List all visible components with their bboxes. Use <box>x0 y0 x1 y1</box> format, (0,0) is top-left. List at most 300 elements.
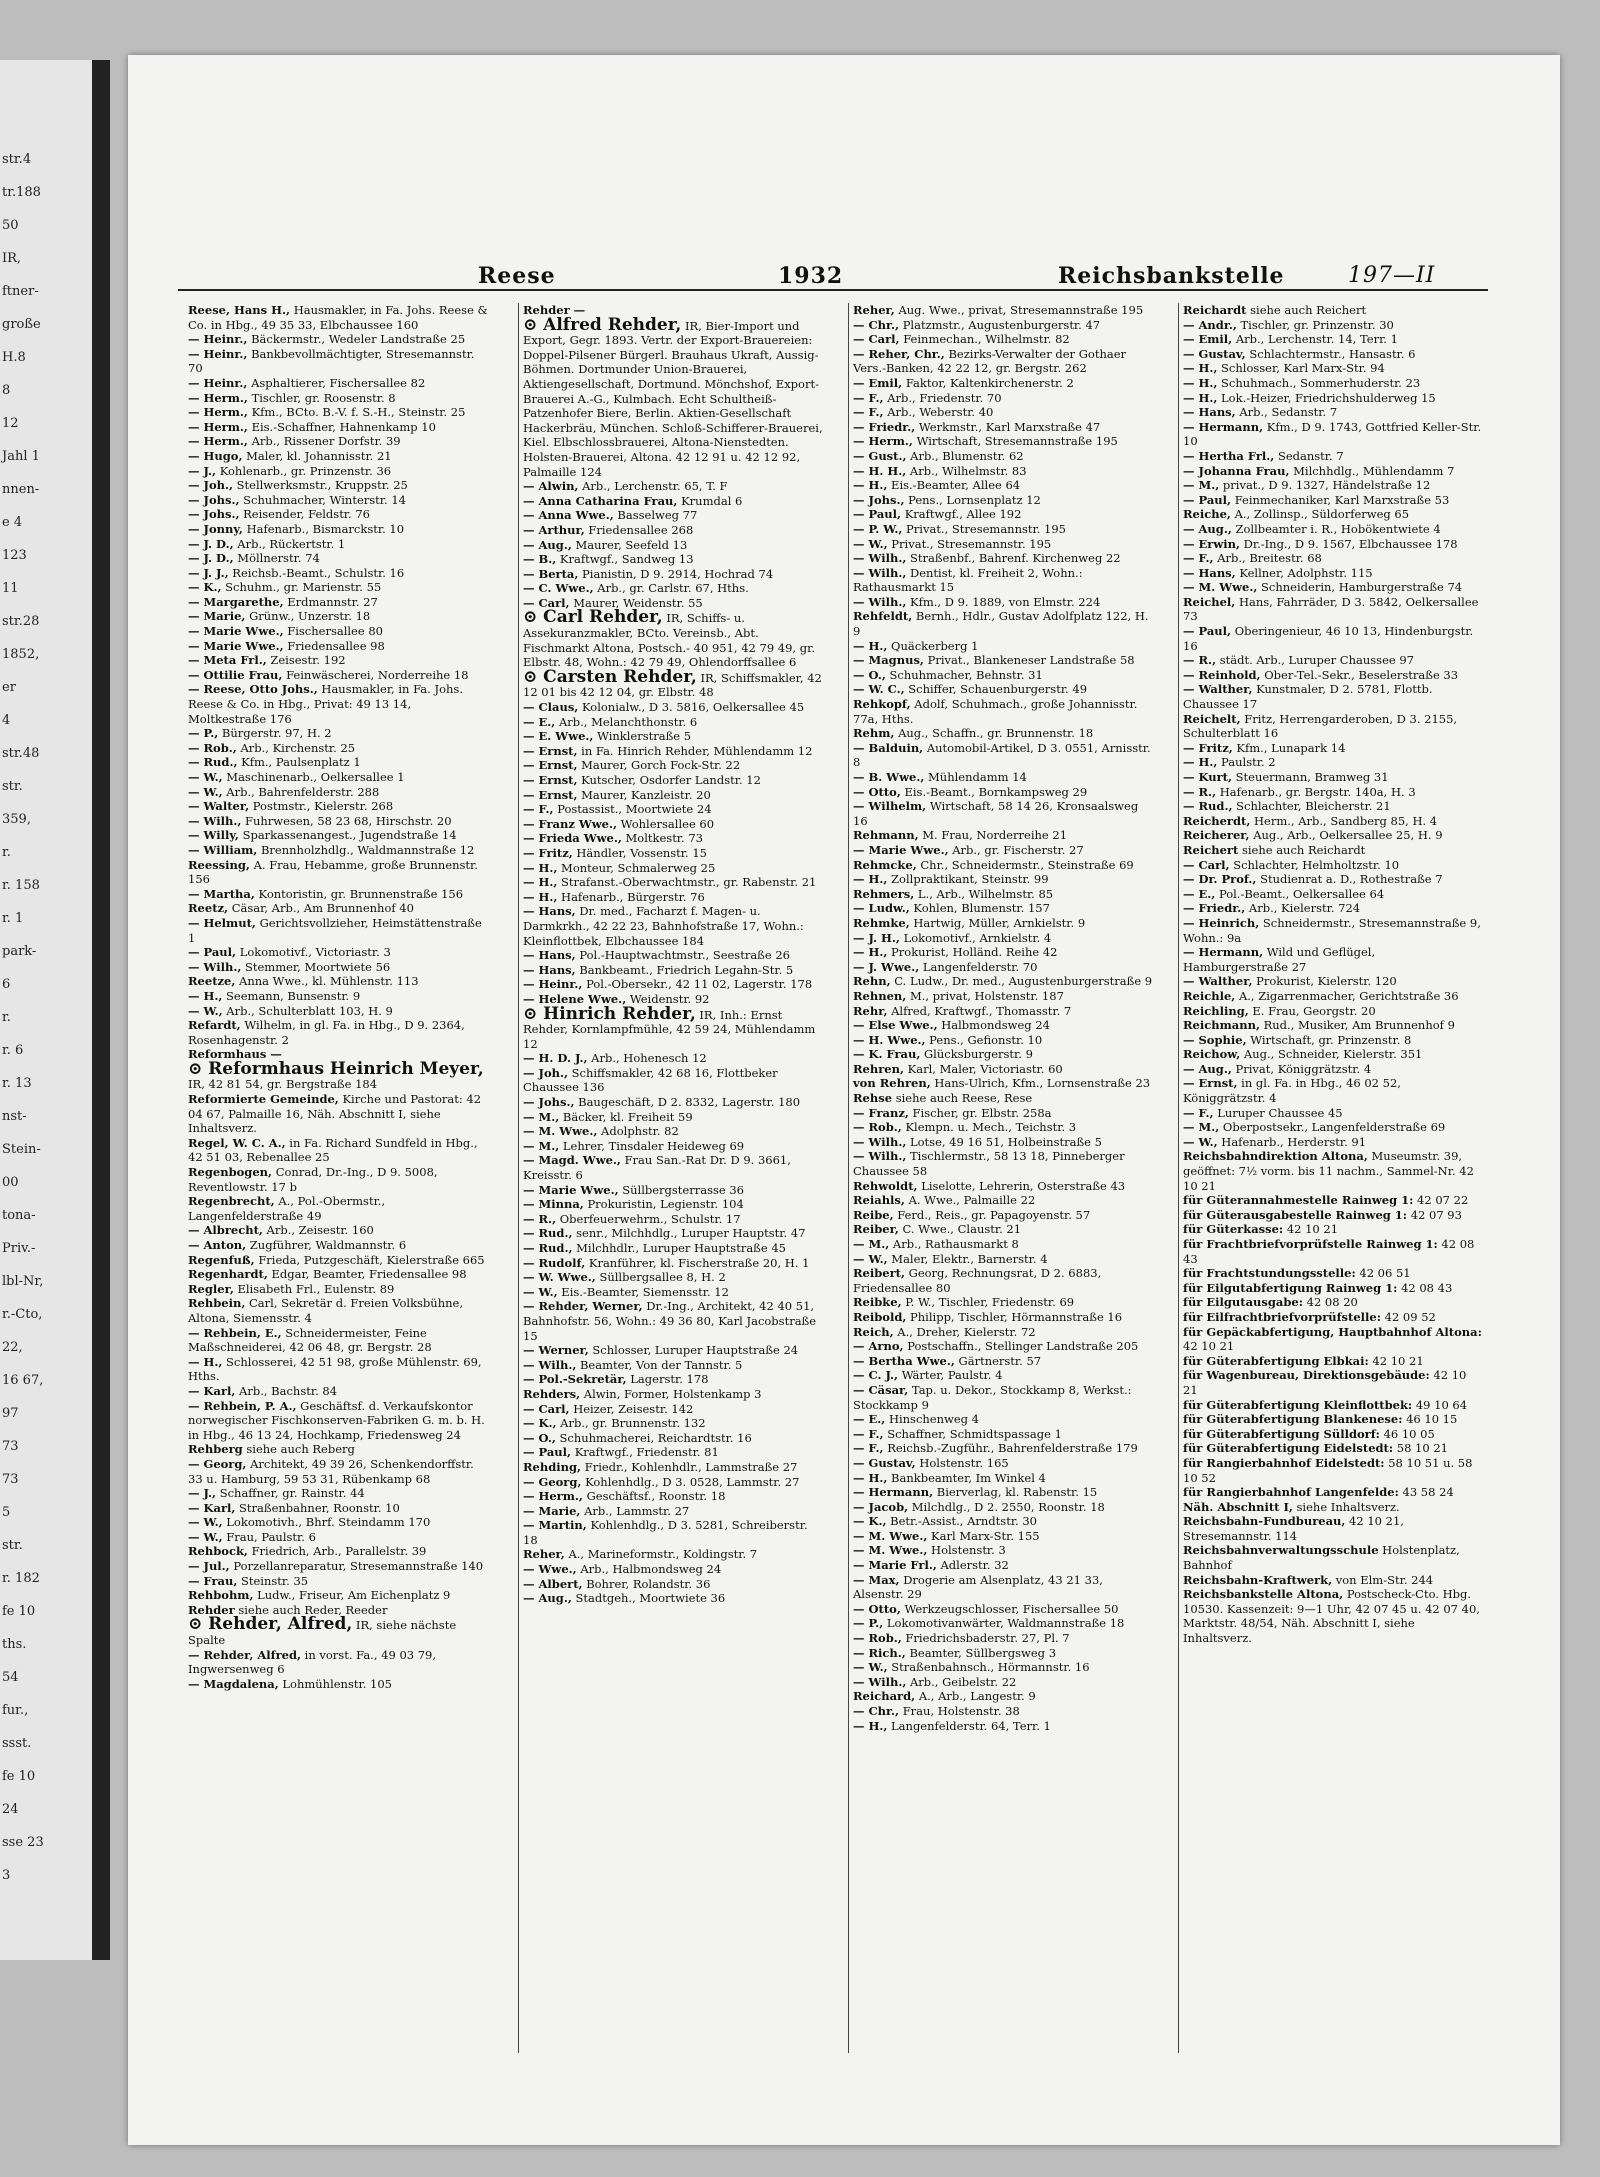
directory-entry <box>1183 478 1483 493</box>
directory-entry <box>523 744 823 759</box>
entry-name: Regenbogen, <box>188 1165 273 1180</box>
entry-details: Arb., Schulterblatt 103, H. 9 <box>226 1003 393 1018</box>
entry-details: A., Marineformstr., Koldingstr. 7 <box>568 1547 758 1562</box>
entry-details: Hans-Ulrich, Kfm., Lornsenstraße 23 <box>934 1076 1151 1091</box>
directory-entry <box>188 1267 488 1282</box>
entry-name: für Frachtbriefvorprüfstelle Rainweg 1: <box>1183 1237 1438 1251</box>
entry-name: — W., <box>188 1003 223 1018</box>
entry-details: Arb., Geibelstr. 22 <box>909 1674 1017 1689</box>
entry-details: Arb., Bachstr. 84 <box>239 1383 338 1398</box>
entry-name: Reichsbahnverwaltungsschule <box>1183 1543 1379 1558</box>
margin-fragment: fe 10 <box>2 1604 36 1619</box>
entry-name: — H. Wwe., <box>853 1032 926 1047</box>
directory-entry <box>1183 1135 1483 1150</box>
entry-name: — Marie Wwe., <box>523 1182 619 1197</box>
directory-entry <box>853 434 1153 449</box>
entry-name: — Dr. Prof., <box>1183 872 1257 887</box>
entry-details: IR, Bier-Import und Export, Gegr. 1893. Vertr. der Export-Brauereien: Doppel-Pilsener Bürgerl. Brauhaus Ukraft, Aussig-Böhmen. Dortmunder Union-Brauerei, Aktiengesellschaft, Dortmund. Mönchshof, Export-Brauerei A.-G., Kulmbach. Echt Schultheiß-Patzenhofer Biere, Berlin. Aktien-Gesellschaft Hackerbräu, München. Schloß-Schifferer-Brauerei, Kiel. Elbschlossbrauerei, Altona-Nienstedten. Holsten-Brauerei, Altona. 42 12 91 u. 42 12 92, Palmaille 124 <box>523 318 823 479</box>
entry-name: — Walther, <box>1183 974 1253 989</box>
entry-name: — J. J., <box>188 565 229 580</box>
directory-entry <box>853 960 1153 975</box>
directory-entry <box>1183 1573 1483 1588</box>
header-year: 1932 <box>778 263 844 289</box>
entry-name: — Paul, <box>1183 624 1232 639</box>
entry-details: Feinmechan., Wilhelmstr. 82 <box>903 332 1070 347</box>
entry-details: C. Wwe., Claustr. 21 <box>902 1222 1022 1237</box>
entry-details: Schuhmacher, Behnstr. 31 <box>889 667 1043 682</box>
entry-name: — Karl, <box>188 1383 236 1398</box>
directory-entry <box>523 538 823 553</box>
entry-details: Prokuristin, Legienstr. 104 <box>587 1197 744 1212</box>
directory-entry <box>523 788 823 803</box>
entry-details: Kolonialw., D 3. 5816, Oelkersallee 45 <box>581 700 805 715</box>
entry-name: — O., <box>853 667 886 682</box>
entry-details: Glücksburgerstr. 9 <box>924 1047 1033 1062</box>
entry-details: Edgar, Beamter, Friedensallee 98 <box>271 1267 467 1282</box>
entry-name: — Wilh., <box>853 1134 907 1149</box>
entry-details: Schlosser, Luruper Hauptstraße 24 <box>592 1343 799 1358</box>
entry-details: Privat., Stresemannstr. 195 <box>891 536 1052 551</box>
margin-fragment: 8 <box>2 383 11 398</box>
entry-name: — H., <box>853 945 888 960</box>
entry-name: Reetze, <box>188 974 236 989</box>
entry-name: Rehbock, <box>188 1544 248 1559</box>
directory-entry <box>523 508 823 523</box>
entry-details: Pens., Gefionstr. 10 <box>929 1032 1043 1047</box>
entry-name: — Magnus, <box>853 653 924 668</box>
entry-details: Liselotte, Lehrerin, Osterstraße 43 <box>921 1178 1126 1193</box>
entry-name: — Johs., <box>188 507 240 522</box>
entry-details: Asphaltierer, Fischersallee 82 <box>251 375 426 390</box>
entry-details: Weidenstr. 92 <box>629 991 710 1006</box>
entry-details: Tischlermstr., 58 13 18, Pinneberger Chaussee 58 <box>853 1149 1125 1179</box>
directory-entry <box>188 1486 488 1501</box>
entry-name: — Paul, <box>188 945 237 960</box>
entry-details: Lokomotivanwärter, Waldmannstraße 18 <box>886 1616 1125 1631</box>
margin-fragment: 73 <box>2 1472 19 1487</box>
directory-entry <box>853 1602 1153 1617</box>
entry-name: Rehder — <box>523 303 586 317</box>
entry-details: Werkmstr., Karl Marxstraße 47 <box>918 419 1101 434</box>
entry-details: Pol.-Hauptwachtmstr., Seestraße 26 <box>579 948 790 963</box>
entry-details: Aug., Schaffn., gr. Brunnenstr. 18 <box>898 726 1094 741</box>
margin-fragment: nnen- <box>2 482 40 497</box>
directory-entry <box>188 1326 488 1355</box>
entry-name: für Güterausgabestelle Rainweg 1: <box>1183 1207 1408 1222</box>
entry-name: Reichle, <box>1183 988 1236 1003</box>
entry-name: Reichard, <box>853 1689 916 1704</box>
entry-details: Krumdal 6 <box>681 493 743 508</box>
directory-entry <box>853 1441 1153 1456</box>
entry-details: 58 10 51 u. 58 10 52 <box>1183 1455 1473 1485</box>
directory-entry <box>853 697 1153 726</box>
entry-details: Pol.-Obersekr., 42 11 02, Lagerstr. 178 <box>586 977 813 992</box>
entry-name: — Albrecht, <box>188 1223 263 1238</box>
directory-entry <box>1183 1237 1483 1266</box>
directory-entry <box>523 700 823 715</box>
entry-name: — Chr., <box>853 317 900 332</box>
directory-entry <box>1183 1441 1483 1456</box>
entry-details: Hartwig, Müller, Arnkielstr. 9 <box>913 915 1086 930</box>
directory-entry <box>188 1004 488 1019</box>
entry-name: — Aug., <box>523 537 572 552</box>
directory-entry <box>188 478 488 493</box>
entry-details: privat., D 9. 1327, Händelstraße 12 <box>1222 478 1431 493</box>
entry-details: Frau San.-Rat Dr. D 9. 3661, Kreisstr. 6 <box>523 1153 791 1183</box>
entry-name: Reichsbahndirektion Altona, <box>1183 1149 1368 1164</box>
entry-name: Reiber, <box>853 1222 899 1237</box>
entry-name: — Wilh., <box>188 813 242 828</box>
entry-name: ⊙ Rehder, Alfred, <box>188 1614 353 1635</box>
directory-entry <box>523 1256 823 1271</box>
entry-name: — Claus, <box>523 700 579 715</box>
directory-entry <box>853 1252 1153 1267</box>
entry-name: für Güterabfertigung Blankenese: <box>1183 1412 1403 1427</box>
entry-details: A., Arb., Langestr. 9 <box>918 1689 1036 1704</box>
entry-name: — Cäsar, <box>853 1382 909 1397</box>
entry-details: Adolphstr. 82 <box>601 1124 679 1139</box>
entry-name: Reichmann, <box>1183 1018 1260 1033</box>
directory-entry <box>853 1135 1153 1150</box>
directory-entry <box>1183 318 1483 333</box>
directory-entry <box>188 1058 488 1092</box>
entry-details: siehe auch Reichert <box>1250 303 1367 317</box>
entry-name: — Heinrich, <box>1183 915 1260 930</box>
entry-details: Karl, Maler, Victoriastr. 60 <box>907 1061 1063 1076</box>
entry-details: Arb., Lerchenstr. 65, T. F <box>582 479 728 494</box>
entry-details: von Elm-Str. 244 <box>1335 1572 1434 1587</box>
directory-entry <box>188 303 488 332</box>
directory-entry <box>1183 580 1483 595</box>
entry-details: 42 10 21 <box>1183 1368 1467 1397</box>
entry-details: Wirtschaft, 58 14 26, Kronsaalsweg 16 <box>853 799 1139 828</box>
entry-details: Schiffsmakler, 42 68 16, Flottbeker Chaussee 136 <box>523 1065 778 1095</box>
entry-name: — Marie Wwe., <box>853 842 949 857</box>
directory-entry <box>853 1675 1153 1690</box>
entry-name: Reichow, <box>1183 1047 1241 1062</box>
directory-entry <box>188 799 488 814</box>
entry-name: — H., <box>523 875 558 890</box>
directory-entry <box>853 1689 1153 1704</box>
directory-entry <box>188 449 488 464</box>
directory-entry <box>523 1003 823 1052</box>
entry-details: Ober-Tel.-Sekr., Beselerstraße 33 <box>1264 667 1459 682</box>
directory-entry <box>853 449 1153 464</box>
entry-details: Holstenplatz, Bahnhof <box>1183 1543 1460 1573</box>
entry-details: Schlosser, Karl Marx-Str. 94 <box>1221 361 1385 376</box>
directory-entry <box>523 1416 823 1431</box>
directory-entry <box>853 1179 1153 1194</box>
directory-entry <box>188 1574 488 1589</box>
margin-fragment: 6 <box>2 977 11 992</box>
margin-fragment: 359, <box>2 812 31 827</box>
entry-name: — Ottilie Frau, <box>188 667 283 682</box>
entry-details: Zugführer, Waldmannstr. 6 <box>249 1238 407 1252</box>
entry-name: Rehders, <box>523 1386 581 1401</box>
directory-entry <box>1183 1412 1483 1427</box>
entry-details: Kirche und Pastorat: 42 04 67, Palmaille 16, Näh. Abschnitt I, siehe Inhaltsverz. <box>188 1092 482 1136</box>
entry-name: — Herm., <box>188 434 248 449</box>
entry-name: — Walter, <box>188 799 250 814</box>
entry-name: — Reese, Otto Johs., <box>188 682 318 697</box>
entry-details: Arb., Hohenesch 12 <box>591 1051 707 1066</box>
directory-entry <box>523 1343 823 1358</box>
entry-name: — W., <box>523 1284 558 1299</box>
directory-entry <box>188 682 488 726</box>
directory-entry <box>188 916 488 945</box>
directory-entry <box>1183 785 1483 800</box>
directory-entry <box>1183 493 1483 508</box>
directory-entry <box>1183 507 1483 522</box>
entry-details: Alfred, Kraftwgf., Thomasstr. 7 <box>891 1003 1072 1018</box>
entry-name: — Andr., <box>1183 317 1237 332</box>
entry-details: Straßenbahnsch., Hörmannstr. 16 <box>891 1660 1090 1675</box>
directory-entry <box>523 523 823 538</box>
margin-fragment: ths. <box>2 1637 27 1652</box>
entry-details: 49 10 64 <box>1415 1397 1468 1412</box>
entry-name: — Berta, <box>523 566 579 581</box>
entry-name: für Frachtstundungsstelle: <box>1183 1266 1356 1281</box>
directory-entry <box>523 1431 823 1446</box>
directory-entry <box>853 858 1153 873</box>
directory-entry <box>853 901 1153 916</box>
entry-name: Reichsbahn-Kraftwerk, <box>1183 1572 1333 1587</box>
directory-entry <box>1183 1208 1483 1223</box>
margin-fragment: IR, <box>2 251 22 266</box>
directory-entry <box>188 653 488 668</box>
margin-fragment: H.8 <box>2 350 26 365</box>
directory-entry <box>853 1514 1153 1529</box>
directory-entry <box>1183 799 1483 814</box>
directory-entry <box>523 479 823 494</box>
entry-name: — C. J., <box>853 1368 899 1383</box>
entry-name: — Hugo, <box>188 448 243 463</box>
entry-name: — Wilh., <box>523 1357 577 1372</box>
entry-name: von Rehren, <box>853 1076 931 1091</box>
directory-entry <box>853 1660 1153 1675</box>
directory-entry <box>853 1529 1153 1544</box>
entry-details: Schaffner, gr. Rainstr. 44 <box>219 1486 365 1501</box>
directory-entry <box>523 1387 823 1402</box>
directory-entry <box>1183 1456 1483 1485</box>
directory-entry <box>188 668 488 683</box>
entry-details: Hausmakler, in Fa. Johs. Reese & Co. in Hbg., Privat: 49 13 14, Moltkestraße 176 <box>188 682 463 726</box>
margin-fragment: str. <box>2 779 23 794</box>
entry-details: M., privat, Holstenstr. 187 <box>909 988 1064 1003</box>
entry-name: Rehren, <box>853 1061 904 1076</box>
directory-entry <box>523 963 823 978</box>
entry-name: ⊙ Carl Rehder, <box>523 607 663 628</box>
entry-details: Privat, Königgrätzstr. 4 <box>1235 1061 1372 1076</box>
entry-details: Arb., Friedenstr. 70 <box>887 390 1002 405</box>
entry-details: Hinschenweg 4 <box>888 1412 979 1427</box>
directory-entry <box>853 1558 1153 1573</box>
entry-name: — Heinr., <box>188 332 248 347</box>
entry-name: — Arthur, <box>523 522 585 537</box>
entry-name: — Hermann, <box>853 1485 934 1500</box>
entry-name: — Werner, <box>523 1343 589 1358</box>
directory-entry <box>853 653 1153 668</box>
entry-name: Näh. Abschnitt I, <box>1183 1499 1293 1514</box>
directory-entry <box>853 799 1153 828</box>
entry-details: Museumstr. 39, geöffnet: 7½ vorm. bis 11 nachm., Sammel-Nr. 42 10 21 <box>1183 1149 1474 1193</box>
entry-details: Postmstr., Kielerstr. 268 <box>252 799 394 814</box>
entry-details: Fischersallee 80 <box>287 624 383 639</box>
directory-entry <box>1183 1018 1483 1033</box>
directory-entry <box>1183 1427 1483 1442</box>
entry-details: Werkzeugschlosser, Fischersallee 50 <box>904 1601 1119 1616</box>
margin-fragment: r.-Cto, <box>2 1307 43 1322</box>
entry-name: — Wilh., <box>853 594 907 609</box>
directory-entry <box>853 551 1153 566</box>
entry-name: Rehmke, <box>853 915 910 930</box>
previous-page-edge <box>0 60 110 1960</box>
directory-columns <box>188 303 1488 2053</box>
directory-entry <box>523 1139 823 1154</box>
directory-entry <box>853 478 1153 493</box>
entry-details: Arb., Kielerstr. 724 <box>1248 901 1361 916</box>
entry-details: Langenfelderstr. 70 <box>922 959 1038 974</box>
entry-details: Schneiderin, Hamburgerstraße 74 <box>1261 580 1463 595</box>
directory-entry <box>523 1475 823 1490</box>
entry-name: — H., <box>1183 755 1218 770</box>
entry-name: — K., <box>188 580 222 595</box>
entry-details: Straßenbahner, Roonstr. 10 <box>239 1500 400 1515</box>
directory-entry <box>1183 1354 1483 1369</box>
entry-details: Porzellanreparatur, Stresemannstraße 140 <box>233 1559 484 1574</box>
entry-name: — Max, <box>853 1572 900 1587</box>
directory-entry <box>1183 551 1483 566</box>
directory-entry <box>853 522 1153 537</box>
margin-fragment: 5 <box>2 1505 11 1520</box>
entry-details: Schuhmach., Sommerhuderstr. 23 <box>1221 375 1421 390</box>
entry-details: Bankbevollmächtigter, Stresemannstr. 70 <box>188 346 475 376</box>
directory-entry <box>853 1500 1153 1515</box>
entry-name: — Paul, <box>853 507 902 522</box>
directory-entry <box>523 666 823 700</box>
directory-entry <box>853 609 1153 638</box>
directory-entry <box>523 1124 823 1139</box>
entry-details: Reichsb.-Beamt., Schulstr. 16 <box>232 565 405 580</box>
directory-entry <box>188 858 488 887</box>
entry-name: — Friedr., <box>853 419 916 434</box>
entry-details: Eis.-Schaffner, Hahnenkamp 10 <box>251 419 436 434</box>
margin-fragment: 54 <box>2 1670 19 1685</box>
directory-entry <box>523 1241 823 1256</box>
entry-details: Schuhm., gr. Marienstr. 55 <box>225 580 382 595</box>
entry-details: Postassist., Moortwiete 24 <box>557 802 712 817</box>
entry-name: — Jul., <box>188 1559 230 1574</box>
entry-details: Herm., Arb., Sandberg 85, H. 4 <box>1254 813 1438 828</box>
entry-name: — Anna Wwe., <box>523 508 614 523</box>
entry-details: Wilhelm, in gl. Fa. in Hbg., D 9. 2364, Rosenhagenstr. 2 <box>188 1018 465 1047</box>
entry-name: Rehfeldt, <box>853 609 913 624</box>
directory-entry <box>853 1193 1153 1208</box>
entry-name: — Herm., <box>523 1489 583 1504</box>
directory-entry <box>1183 843 1483 858</box>
directory-entry <box>853 887 1153 902</box>
entry-details: Paulstr. 2 <box>1221 755 1276 770</box>
entry-details: Eis.-Beamter, Allee 64 <box>891 478 1021 493</box>
entry-details: Postschaffn., Stellinger Landstraße 205 <box>907 1339 1139 1354</box>
entry-details: Milchhdlr., Luruper Hauptstraße 45 <box>576 1241 786 1255</box>
entry-details: Privat., Blankeneser Landstraße 58 <box>927 653 1135 668</box>
entry-details: Conrad, Dr.-Ing., D 9. 5008, Reventlowstr. 17 b <box>188 1165 438 1194</box>
directory-entry <box>188 405 488 420</box>
directory-entry <box>853 872 1153 887</box>
margin-fragment: r. 1 <box>2 911 24 926</box>
margin-fragment: 97 <box>2 1406 19 1421</box>
entry-details: Kfm., Paulsenplatz 1 <box>241 755 361 770</box>
entry-name: — B. Wwe., <box>853 770 925 784</box>
entry-name: ⊙ Reformhaus Heinrich Meyer, <box>188 1058 484 1079</box>
margin-fragment: 00 <box>2 1175 19 1190</box>
entry-details: Lagerstr. 178 <box>630 1372 709 1387</box>
entry-details: 46 10 05 <box>1383 1426 1435 1441</box>
entry-name: — E. Wwe., <box>523 729 594 744</box>
entry-details: Zollbeamter i. R., Hobökentwiete 4 <box>1235 521 1441 536</box>
entry-details: Architekt, 49 39 26, Schenkendorffstr. 33 u. Hamburg, 59 53 31, Rübenkamp 68 <box>188 1456 474 1486</box>
entry-name: — B., <box>523 552 557 567</box>
entry-details: Bäckermstr., Wedeler Landstraße 25 <box>251 332 466 347</box>
directory-entry <box>1183 391 1483 406</box>
entry-details: in Fa. Richard Sundfeld in Hbg., 42 51 03, Rebenallee 25 <box>188 1135 478 1165</box>
entry-name: Rehmers, <box>853 886 915 901</box>
entry-name: Reichsbankstelle Altona, <box>1183 1587 1344 1602</box>
directory-entry <box>188 1238 488 1253</box>
directory-entry <box>853 1325 1153 1340</box>
entry-name: — J. D., <box>188 551 234 566</box>
entry-details: Arb., Rückertstr. 1 <box>237 536 346 551</box>
directory-entry <box>523 904 823 948</box>
entry-name: Reetz, <box>188 901 229 916</box>
entry-name: für Güterannahmestelle Rainweg 1: <box>1183 1193 1414 1208</box>
directory-entry <box>523 1547 823 1562</box>
page-header <box>178 263 1488 291</box>
directory-entry <box>853 1062 1153 1077</box>
entry-name: — J. D., <box>188 536 234 551</box>
entry-name: — E., <box>853 1412 886 1427</box>
header-page-number: 197—II <box>1348 263 1436 288</box>
entry-name: — W., <box>853 1251 888 1266</box>
header-last-name: Reichsbankstelle <box>1058 263 1285 289</box>
directory-entry <box>1183 741 1483 756</box>
margin-fragment: str.28 <box>2 614 40 629</box>
entry-details: Rud., Musiker, Am Brunnenhof 9 <box>1263 1018 1455 1033</box>
entry-details: Arb., Weberstr. 40 <box>887 405 994 420</box>
entry-details: Baugeschäft, D 2. 8332, Lagerstr. 180 <box>578 1095 801 1110</box>
entry-name: — Kurt, <box>1183 770 1232 784</box>
entry-details: A., Pol.-Obermstr., Langenfelderstraße 49 <box>188 1194 386 1223</box>
directory-entry <box>853 989 1153 1004</box>
entry-details: Kontoristin, gr. Brunnenstraße 156 <box>258 886 464 901</box>
entry-name: Reich, <box>853 1324 894 1339</box>
entry-name: — H., <box>188 1354 223 1369</box>
directory-entry <box>1183 303 1483 318</box>
column-3 <box>848 303 1153 2053</box>
entry-details: Schneidermeister, Feine Maßschneiderei, 42 06 48, gr. Bergstr. 28 <box>188 1325 432 1355</box>
entry-name: — Marie Wwe., <box>188 638 284 653</box>
entry-name: — Franz Wwe., <box>523 816 618 831</box>
directory-entry <box>853 785 1153 800</box>
entry-name: — Heinr., <box>523 977 583 992</box>
directory-entry <box>1183 522 1483 537</box>
directory-entry <box>188 1530 488 1545</box>
entry-name: — O., <box>523 1430 556 1445</box>
directory-entry <box>853 1295 1153 1310</box>
margin-fragment: str.48 <box>2 746 40 761</box>
directory-entry <box>188 609 488 624</box>
